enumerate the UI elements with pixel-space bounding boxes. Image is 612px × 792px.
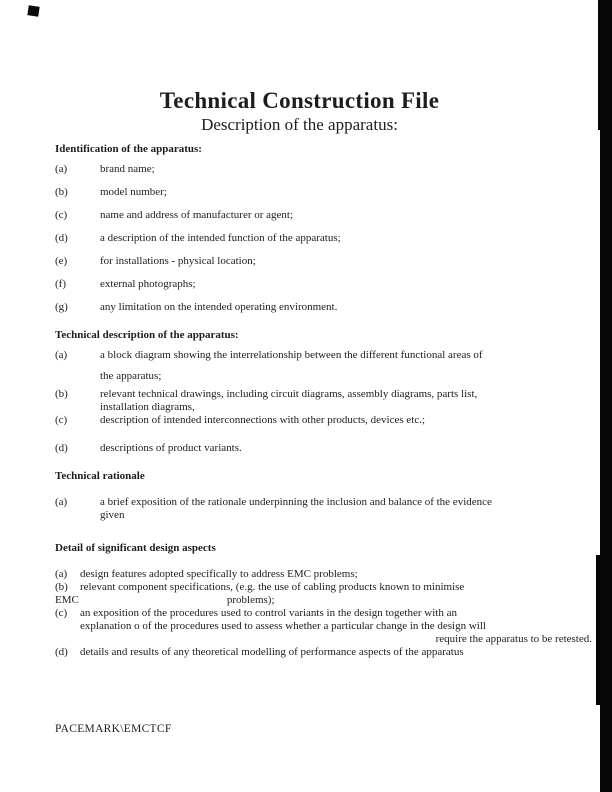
item-line: a brief exposition of the rationale underpinning the inclusion and balance of the evidence [100,496,492,508]
list-item [55,442,592,455]
item-text [100,186,592,199]
item-label: (f) [55,278,66,290]
list-item [55,414,592,427]
item-line: the apparatus; [100,370,162,382]
page-content [55,0,592,659]
item-label: (g) [55,301,68,313]
item-label: (d) [55,442,68,454]
item-label: (a) [55,496,68,508]
list-item [55,607,592,646]
item-line: any limitation on the intended operating environment. [100,301,338,313]
item-line: an exposition of the procedures used to control variants in the design together with an [80,607,457,619]
item-line: relevant technical drawings, including circuit diagrams, assembly diagrams, parts list, [100,388,478,400]
footer-text: PACEMARK\EMCTCF [55,723,172,735]
item-label: (e) [55,255,68,267]
item-text [80,607,592,646]
item-label: (c) [55,607,68,619]
item-text [100,255,592,268]
item-line: a description of the intended function of the apparatus; [100,232,341,244]
item-text [100,496,592,522]
list-item [55,568,592,581]
item-line: brand name; [100,163,155,175]
section-heading-design-aspects: Detail of significant design aspects [55,542,216,554]
item-text [100,388,592,414]
item-line: installation diagrams, [100,401,195,413]
item-text [80,581,592,594]
item-text [100,163,592,176]
item-label: (c) [55,414,68,426]
item-text [100,442,592,455]
item-line: relevant component specifications, (e.g. the use of cabling products known to minimise [80,581,465,593]
scan-edge-artifact [596,555,600,705]
item-label: (a) [55,349,68,361]
list-item [55,255,592,268]
item-text [100,414,592,427]
item-label: (d) [55,646,68,658]
list-item [55,186,592,199]
item-label: (b) [55,388,68,400]
item-line: descriptions of product variants. [100,442,242,454]
item-line: description of intended interconnections with other products, devices etc.; [100,414,426,426]
item-label: (b) [55,186,68,198]
item-line: details and results of any theoretical modelling of performance aspects of the apparatus [80,646,464,658]
list-item [55,278,592,291]
scan-edge-artifact [598,0,600,130]
item-label: (d) [55,232,68,244]
page-subtitle: Description of the apparatus: [201,115,398,134]
scan-edge-artifact [600,0,612,792]
item-text [100,278,592,291]
item-text [80,646,592,659]
page-title: Technical Construction File [159,88,440,113]
continuation-left-text: EMC [55,594,79,606]
item-line: for installations - physical location; [100,255,256,267]
item-line: model number; [100,186,167,198]
list-item-continuation [55,594,592,607]
section-heading-technical-rationale: Technical rationale [55,470,145,482]
item-text [100,209,592,222]
list-item [55,209,592,222]
item-line: external photographs; [100,278,196,290]
item-line-right-aligned: require the apparatus to be retested. [435,633,592,645]
item-line: explanation o of the procedures used to assess whether a particular change in the design will [80,620,486,632]
list-item [55,646,592,659]
list-item [55,349,592,383]
item-label: (c) [55,209,68,221]
list-item [55,301,592,314]
section-heading-technical-description: Technical description of the apparatus: [55,329,239,341]
item-label: (b) [55,581,68,593]
item-text [100,301,592,314]
item-text [100,349,592,383]
item-line: name and address of manufacturer or agent; [100,209,294,221]
list-item [55,496,592,522]
item-label: (a) [55,163,68,175]
scan-mark-artifact [27,5,39,16]
item-line: a block diagram showing the interrelationship between the different functional areas of [100,349,483,361]
item-line: given [100,509,125,521]
list-item [55,232,592,245]
item-label: (a) [55,568,68,580]
item-line: design features adopted specifically to address EMC problems; [80,568,358,580]
list-item [55,163,592,176]
list-item [55,581,592,594]
list-item [55,388,592,414]
item-text [100,232,592,245]
section-heading-identification: Identification of the apparatus: [55,143,202,155]
continuation-right-text: problems); [226,594,275,606]
item-text [80,568,592,581]
